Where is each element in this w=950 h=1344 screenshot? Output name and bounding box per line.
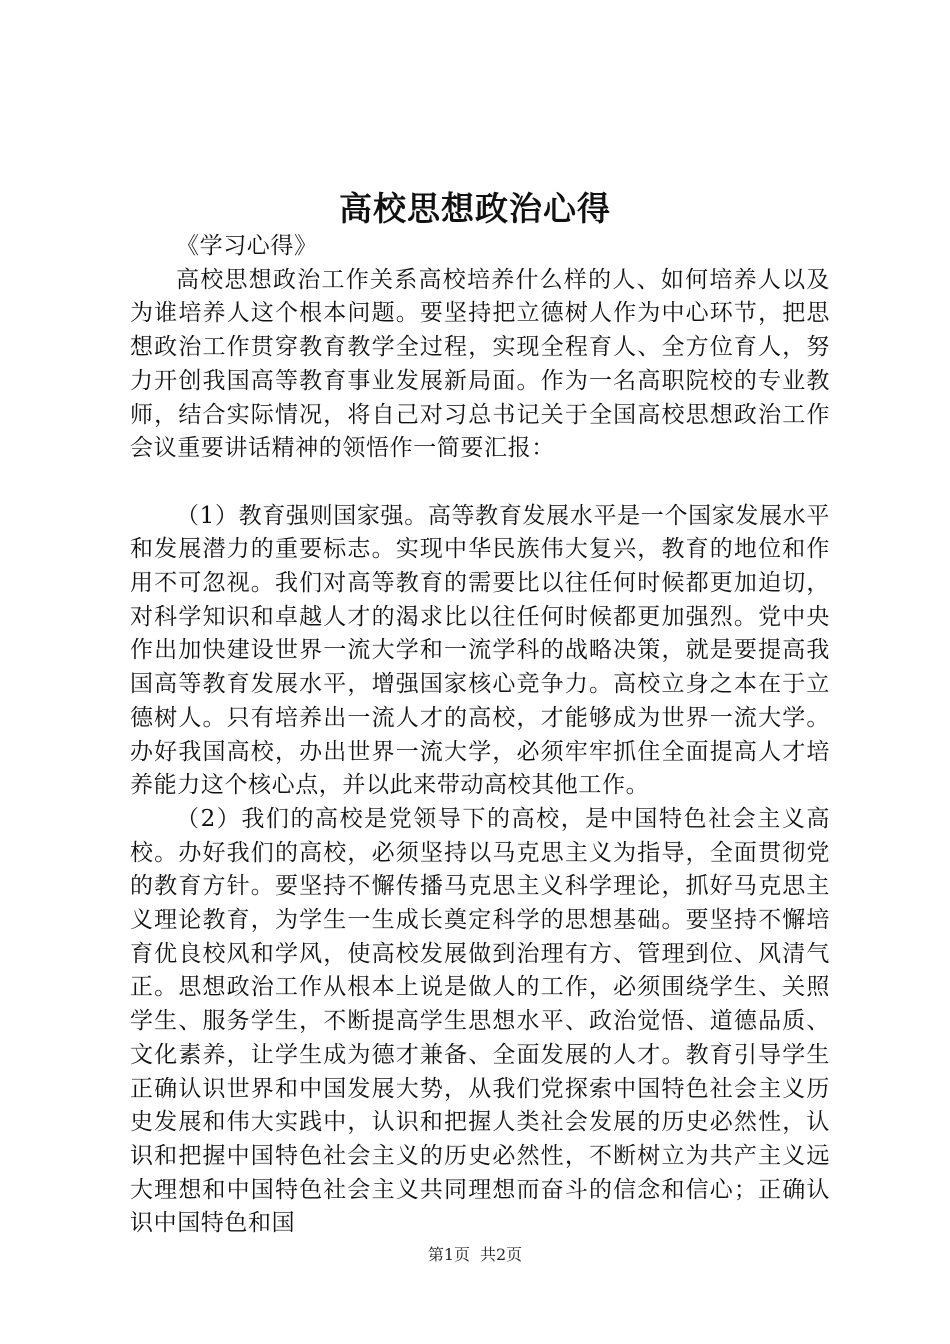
paragraph-point-1: （1）教育强则国家强。高等教育发展水平是一个国家发展水平和发展潜力的重要标志。实现中华民族伟大复兴，教育的地位和作用不可忽视。我们对高等教育的需要比以往任何时候都更加迫切，对科学知识和卓越人才的渴求比以往任何时候都更加强烈。党中央作出加快建设世界一流大学和一流学科的战略决策，就是要提高我国高等教育发展水平，增强国家核心竞争力。高校立身之本在于立德树人。只有培养出一流人才的高校，才能够成为世界一流大学。办好我国高校，办出世界一流大学，必须牢牢抓住全面提高人才培养能力这个核心点，并以此来带动高校其他工作。 (130, 502, 830, 799)
document-body (130, 230, 830, 1241)
page-number-current: 第1页 (427, 1245, 470, 1264)
paragraph-intro: 高校思想政治工作关系高校培养什么样的人、如何培养人以及为谁培养人这个根本问题。要坚持把立德树人作为中心环节，把思想政治工作贯穿教育教学全过程，实现全程育人、全方位育人，努力开创我国高等教育事业发展新局面。作为一名高职院校的专业教师，结合实际情况，将自己对习总书记关于全国高校思想政治工作会议重要讲话精神的领悟作一简要汇报： (130, 266, 830, 462)
page-number-total: 共2页 (480, 1245, 523, 1264)
paragraph-point-2: （2）我们的高校是党领导下的高校，是中国特色社会主义高校。办好我们的高校，必须坚持以马克思主义为指导，全面贯彻党的教育方针。要坚持不懈传播马克思主义科学理论，抓好马克思主义理论教育，为学生一生成长奠定科学的思想基础。要坚持不懈培育优良校风和学风，使高校发展做到治理有方、管理到位、风清气正。思想政治工作从根本上说是做人的工作，必须围绕学生、关照学生、服务学生，不断提高学生思想水平、政治觉悟、道德品质、文化素养，让学生成为德才兼备、全面发展的人才。教育引导学生正确认识世界和中国发展大势，从我们党探索中国特色社会主义历史发展和伟大实践中，认识和把握人类社会发展的历史必然性，认识和把握中国特色社会主义的历史必然性，不断树立为共产主义远大理想和中国特色社会主义共同理想而奋斗的信念和信心；正确认识中国特色和国 (130, 805, 830, 1237)
page-footer (0, 1243, 950, 1267)
document-title: 高校思想政治心得 (339, 189, 611, 228)
document-subtitle: 《学习心得》 (176, 233, 318, 259)
